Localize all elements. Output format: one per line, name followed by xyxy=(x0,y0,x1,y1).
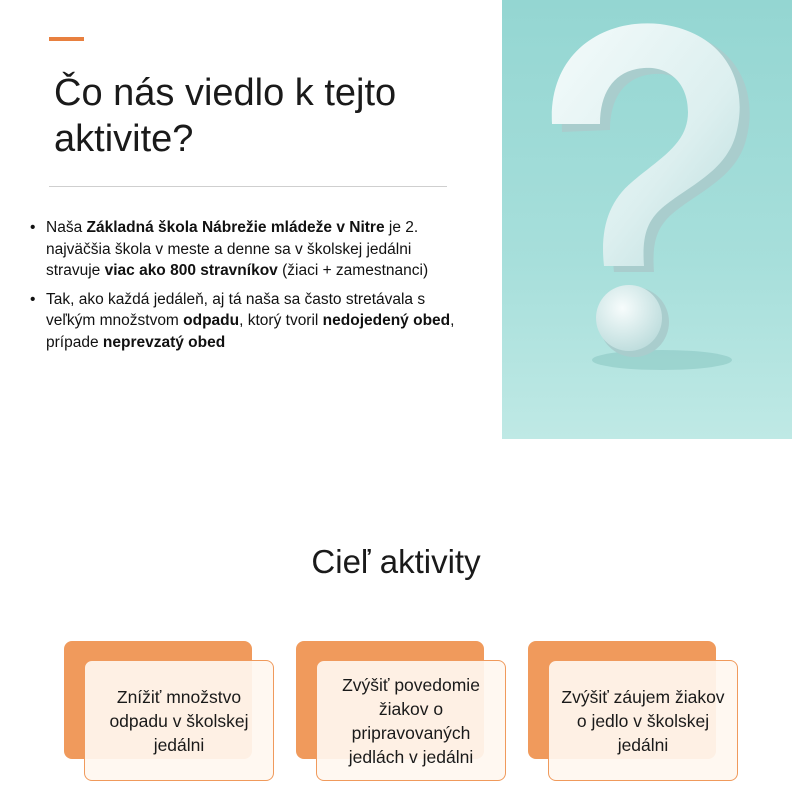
slide-title xyxy=(54,70,474,162)
bullet-item-waste xyxy=(28,289,458,354)
bullet-bold-text: Základná škola Nábrežie mládeže v Nitre xyxy=(86,219,385,236)
goal-card-2 xyxy=(296,641,508,787)
bullet-text: Tak, ako každá jedáleň, aj tá naša sa často stretávala s veľkým množstvom xyxy=(46,290,426,329)
bullet-text: je 2. najväčšia škola v meste a denne sa v školskej jedálni stravuje xyxy=(46,219,419,279)
bullet-bold-text: odpadu xyxy=(183,312,240,329)
question-mark-image xyxy=(502,0,792,439)
goal-card-text: Zvýšiť povedomie žiakov o pripravovaných jedlách v jedálni xyxy=(316,660,506,781)
bullet-text: , ktorý tvoril xyxy=(239,312,323,329)
goal-card-3 xyxy=(528,641,740,787)
goal-card-text: Zvýšiť záujem žiakov o jedlo v školskej jedálni xyxy=(548,660,738,781)
bullet-item-school xyxy=(28,217,458,282)
bullet-marker: • xyxy=(30,290,36,308)
motivation-bullet-list xyxy=(28,217,458,360)
bullet-text: , prípade xyxy=(46,312,455,351)
question-mark-icon xyxy=(502,0,792,439)
goal-card-1 xyxy=(64,641,276,787)
goal-title: Cieľ aktivity xyxy=(311,543,481,580)
bullet-text: Naša xyxy=(46,219,87,236)
title-line-2: aktivite? xyxy=(54,118,194,160)
bullet-marker: • xyxy=(30,219,36,236)
bullet-text: (žiaci + zamestnanci) xyxy=(277,262,429,279)
title-line-1: Čo nás viedlo k tejto xyxy=(54,72,397,114)
goal-card-text: Znížiť množstvo odpadu v školskej jedálni xyxy=(84,660,274,781)
bullet-bold-text: nedojedený obed xyxy=(322,312,451,329)
bullet-bold-text: viac ako 800 stravníkov xyxy=(104,262,278,279)
title-divider xyxy=(49,186,447,187)
bullet-bold-text: neprevzatý obed xyxy=(102,333,226,351)
title-accent-bar xyxy=(49,37,84,41)
